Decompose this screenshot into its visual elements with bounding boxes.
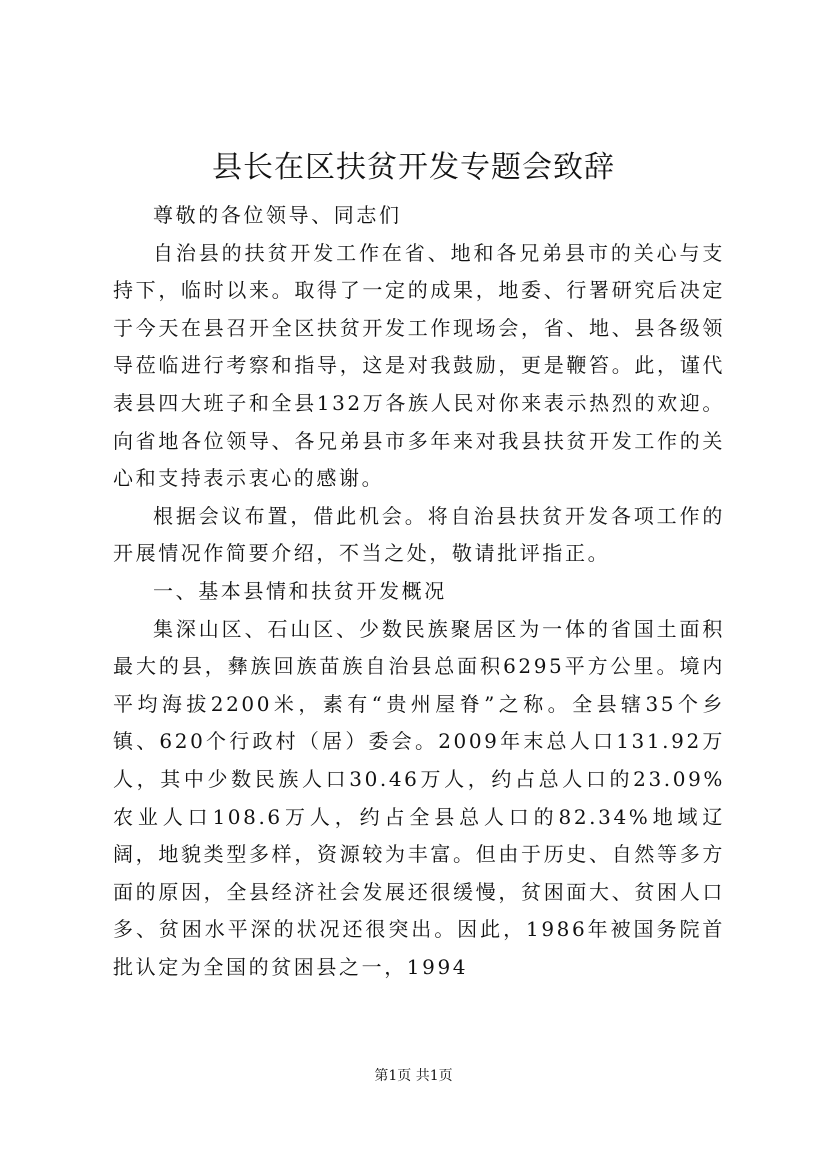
section-heading: 一、基本县情和扶贫开发概况 xyxy=(153,578,447,603)
salutation-paragraph: 尊敬的各位领导、同志们 xyxy=(153,203,402,227)
document-title: 县长在区扶贫开发专题会致辞 xyxy=(212,150,615,185)
page-footer: 第1页 共1页 xyxy=(374,1068,453,1084)
document-body xyxy=(113,197,725,986)
body-paragraph: 集深山区、石山区、少数民族聚居区为一体的省国土面积最大的县，彝族回族苗族自治县总面积6295平方公里。境内平均海拔2200米，素有“贵州屋脊”之称。全县辖35个乡镇、620个行政村（居）委会。2009年末总人口131.92万人，其中少数民族人口30.46万人，约占总人口的23.09%农业人口108.6万人，约占全县总人口的82.34%地域辽阔，地貌类型多样，资源较为丰富。但由于历史、自然等多方面的原因，全县经济社会发展还很缓慢，贫困面大、贫困人口多、贫困水平深的状况还很突出。因此，1986年被国务院首批认定为全国的贫困县之一，1994 xyxy=(113,616,725,979)
body-paragraph: 自治县的扶贫开发工作在省、地和各兄弟县市的关心与支持下，临时以来。取得了一定的成果，地委、行署研究后决定于今天在县召开全区扶贫开发工作现场会，省、地、县各级领导莅临进行考察和指导，这是对我鼓励，更是鞭笞。此，谨代表县四大班子和全县132万各族人民对你来表示热烈的欢迎。向省地各位领导、各兄弟县市多年来对我县扶贫开发工作的关心和支持表示衷心的感谢。 xyxy=(113,240,725,491)
body-paragraph: 根据会议布置，借此机会。将自治县扶贫开发各项工作的开展情况作简要介绍，不当之处，敬请批评指正。 xyxy=(113,503,725,566)
